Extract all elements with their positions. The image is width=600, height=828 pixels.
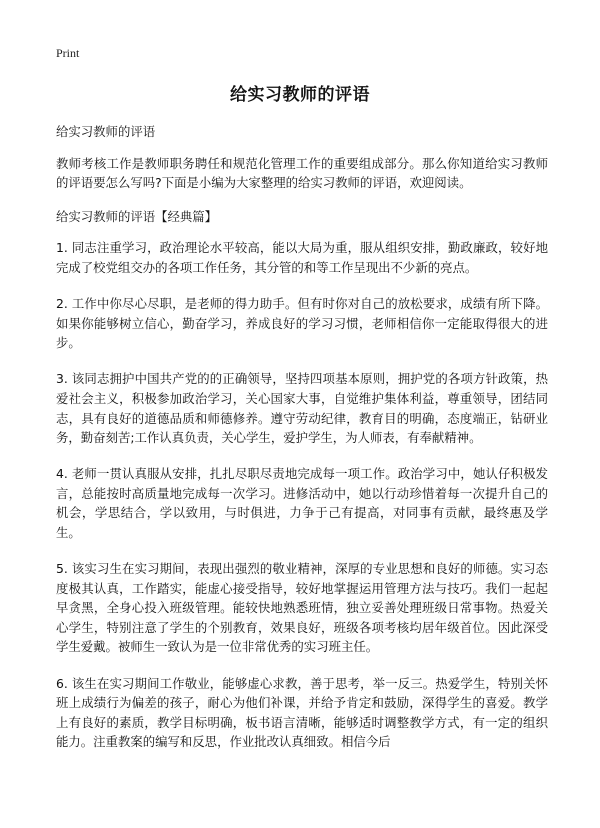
intro-paragraph: 教师考核工作是教师职务聘任和规范化管理工作的重要组成部分。那么你知道给实习教师的评语要怎么写吗?下面是小编为大家整理的给实习教师的评语，欢迎阅读。 <box>56 155 548 191</box>
comment-item: 6. 该生在实习期间工作敬业，能够虚心求教，善于思考，举一反三。热爱学生，特别关怀班上成绩行为偏差的孩子，耐心为他们补课，并给予肯定和鼓励，深得学生的喜爱。教学上有良好的素质，教学目标明确，板书语言清晰，能够适时调整教学方式，有一定的组织能力。注重教案的编写和反思，作业批改认真细致。相信今后 <box>56 675 548 750</box>
comment-item: 5. 该实习生在实习期间，表现出强烈的敬业精神，深厚的专业思想和良好的师德。实习态度极其认真，工作踏实，能虚心接受指导，较好地掌握运用管理方法与技巧。我们一起起早贪黑，全身心投入班级管理。能较快地熟悉班情，独立妥善处理班级日常事物。热爱关心学生，特别注意了学生的个别教育，效果良好，班级各项考核均居年级首位。因此深受学生爱戴。被师生一致认为是一位非常优秀的实习班主任。 <box>56 561 548 655</box>
comment-item: 4. 老师一贯认真服从安排，扎扎尽职尽责地完成每一项工作。政治学习中，她认仔积极发言，总能按时高质量地完成每一次学习。进修活动中，她以行动珍惜着每一次提升自己的机会，学思结合，学以致用，与时俱进，力争于己有提高，对同事有贡献，最终惠及学生。 <box>56 466 548 540</box>
article-body <box>56 122 548 768</box>
comment-item: 3. 该同志拥护中国共产党的的正确领导，坚持四项基本原则，拥护党的各项方针政策，热爱社会主义，积极参加政治学习，关心国家大事，自觉维护集体利益，尊重领导，团结同志，具有良好的道德品质和师德修养。遵守劳动纪律，教育目的明确，态度端正，钻研业务，勤奋刻苦;工作认真负责，关心学生，爱护学生，为人师表，有奉献精神。 <box>56 371 548 446</box>
comment-item: 1. 同志注重学习，政治理论水平较高，能以大局为重，服从组织安排，勤政廉政，较好地完成了校党组交办的各项工作任务，其分管的和等工作呈现出不少新的亮点。 <box>56 240 548 275</box>
article-subtitle: 给实习教师的评语 <box>56 124 156 139</box>
print-link[interactable]: Print <box>56 46 80 60</box>
section-heading: 给实习教师的评语【经典篇】 <box>56 208 218 224</box>
page-title: 给实习教师的评语 <box>230 85 370 105</box>
comment-item: 2. 工作中你尽心尽职，是老师的得力助手。但有时你对自己的放松要求，成绩有所下降。如果你能够树立信心，勤奋学习，养成良好的学习习惯，老师相信你一定能取得很大的进步。 <box>56 296 548 351</box>
